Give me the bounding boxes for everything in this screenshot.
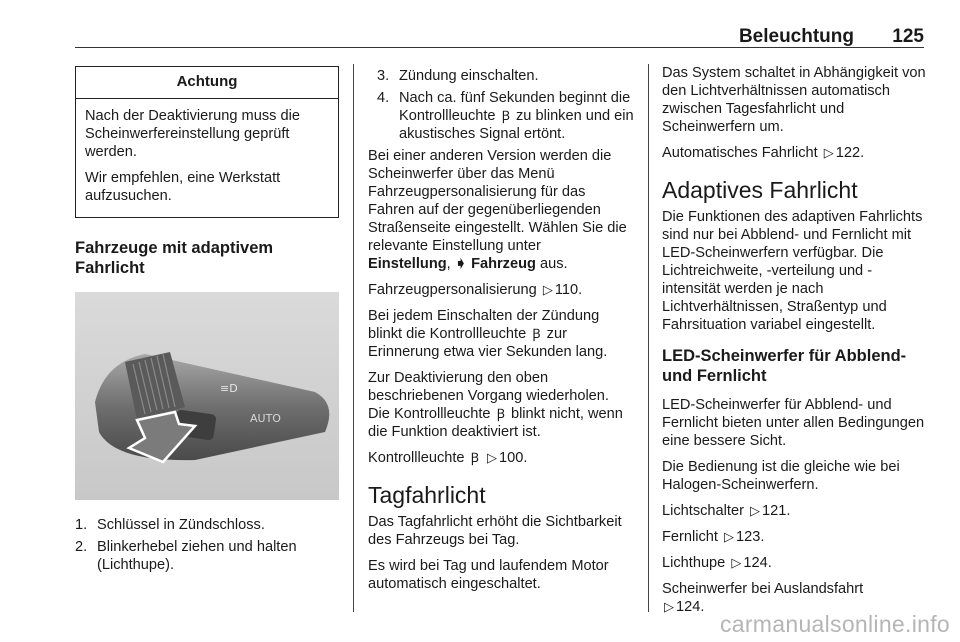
page-ref-icon: ▷ bbox=[750, 503, 760, 518]
svg-text:≡D: ≡D bbox=[220, 382, 238, 395]
warning-text-1: Nach der Deaktivierung muss die Scheinwerfereinstellung geprüft werden. bbox=[85, 108, 300, 160]
cross-reference: Lichthupe ▷ 124. bbox=[662, 555, 772, 571]
section-heading-led: LED-Scheinwerfer für Abblend- und Fernlicht bbox=[662, 347, 907, 385]
column-left bbox=[75, 64, 339, 578]
page-header bbox=[75, 22, 924, 48]
menu-path-setting: Einstellung bbox=[368, 256, 447, 272]
list-item: 3. Zündung einschalten. bbox=[377, 68, 539, 84]
indicator-lamp-icon: Ꞵ bbox=[501, 108, 510, 123]
column-divider-1 bbox=[353, 64, 354, 612]
lever-illustration bbox=[75, 292, 339, 500]
page-ref-icon: ▷ bbox=[731, 555, 742, 570]
column-divider-2 bbox=[648, 64, 649, 612]
paragraph: Bei einer anderen Version werden die Scheinwerfer über das Menü Fahrzeugpersonalisierung für das Fahren auf der gegenüberliegenden Straßenseite eingestellt. Wählen Sie die relevante Einstellung unter Einstellung, ➧ Fahrzeug aus. bbox=[368, 148, 627, 272]
list-item: 1. Schlüssel in Zündschloss. bbox=[75, 517, 265, 533]
svg-text:AUTO: AUTO bbox=[250, 412, 281, 425]
list-item: 2. Blinkerhebel ziehen und halten (Lichthupe). bbox=[75, 539, 297, 573]
steps-list-1 bbox=[75, 516, 339, 574]
paragraph: LED-Scheinwerfer für Abblend- und Fernlicht bieten unter allen Bedingungen eine bessere Sicht. bbox=[662, 397, 925, 449]
page-ref-icon: ▷ bbox=[664, 599, 674, 614]
steps-list-2 bbox=[377, 67, 634, 143]
paragraph: Bei jedem Einschalten der Zündung blinkt die Kontrollleuchte Ꞵ zur Erinnerung etwa vier Sekunden lang. bbox=[368, 308, 608, 360]
cross-reference: Fahrzeugpersonalisierung ▷ 110. bbox=[368, 282, 583, 298]
section-heading-adaptive: Fahrzeuge mit adaptivem Fahrlicht bbox=[75, 239, 274, 277]
page-ref-icon: ▷ bbox=[823, 145, 834, 160]
warning-title: Achtung bbox=[76, 67, 338, 99]
warning-box bbox=[75, 66, 339, 218]
menu-path-vehicle: Fahrzeug bbox=[471, 256, 536, 272]
column-right bbox=[662, 64, 928, 624]
paragraph: Die Bedienung ist die gleiche wie bei Halogen-Scheinwerfern. bbox=[662, 459, 900, 493]
page-ref-icon: ▷ bbox=[724, 529, 735, 544]
page-ref-icon: ▷ bbox=[487, 450, 497, 465]
column-middle bbox=[368, 64, 634, 601]
warning-text-2: Wir empfehlen, eine Werkstatt aufzusuchen. bbox=[85, 170, 281, 204]
chapter-title: Beleuchtung bbox=[738, 26, 854, 47]
list-item: 4. Nach ca. fünf Sekunden beginnt die Kontrollleuchte Ꞵ zu blinken und ein akustisches Signal ertönt. bbox=[377, 90, 634, 142]
paragraph: Das Tagfahrlicht erhöht die Sichtbarkeit des Fahrzeugs bei Tag. bbox=[368, 514, 622, 548]
page-number: 125 bbox=[892, 26, 924, 47]
watermark: carmanualsonline.info bbox=[719, 611, 950, 637]
paragraph: Die Funktionen des adaptiven Fahrlichts sind nur bei Abblend- und Fernlicht mit LED-Scheinwerfern verfügbar. Die Lichtreichweite, -verteilung und -intensität werden je nach Lichtverhältnissen, Straßentyp und Fahrsituation variabel eingestellt. bbox=[662, 209, 923, 333]
cross-reference: Lichtschalter ▷ 121. bbox=[662, 503, 791, 519]
paragraph: Das System schaltet in Abhängigkeit von den Lichtverhältnissen automatisch zwischen Tagesfahrlicht und Scheinwerfern um. bbox=[662, 65, 926, 135]
page-ref-icon: ▷ bbox=[542, 282, 553, 297]
cross-reference: Kontrollleuchte Ꞵ ▷ 100. bbox=[368, 450, 528, 466]
indicator-lamp-icon: Ꞵ bbox=[532, 326, 541, 341]
paragraph: Es wird bei Tag und laufendem Motor automatisch eingeschaltet. bbox=[368, 558, 609, 592]
section-heading-daytime: Tagfahrlicht bbox=[368, 482, 486, 508]
section-heading-adaptive-light: Adaptives Fahrlicht bbox=[662, 177, 858, 203]
paragraph: Zur Deaktivierung den oben beschriebenen Vorgang wiederholen. Die Kontrollleuchte Ꞵ blinkt nicht, wenn die Funktion deaktiviert ist. bbox=[368, 370, 623, 440]
cross-reference: Automatisches Fahrlicht ▷ 122. bbox=[662, 145, 865, 161]
indicator-lamp-icon: Ꞵ bbox=[496, 406, 505, 421]
indicator-lamp-icon: Ꞵ bbox=[470, 450, 479, 465]
cross-reference: Scheinwerfer bei Auslandsfahrt ▷ 124. bbox=[662, 581, 864, 615]
turn-signal-lever-image bbox=[75, 292, 339, 500]
cross-reference: Fernlicht ▷ 123. bbox=[662, 529, 765, 545]
arrow-icon: ➧ bbox=[454, 256, 467, 272]
